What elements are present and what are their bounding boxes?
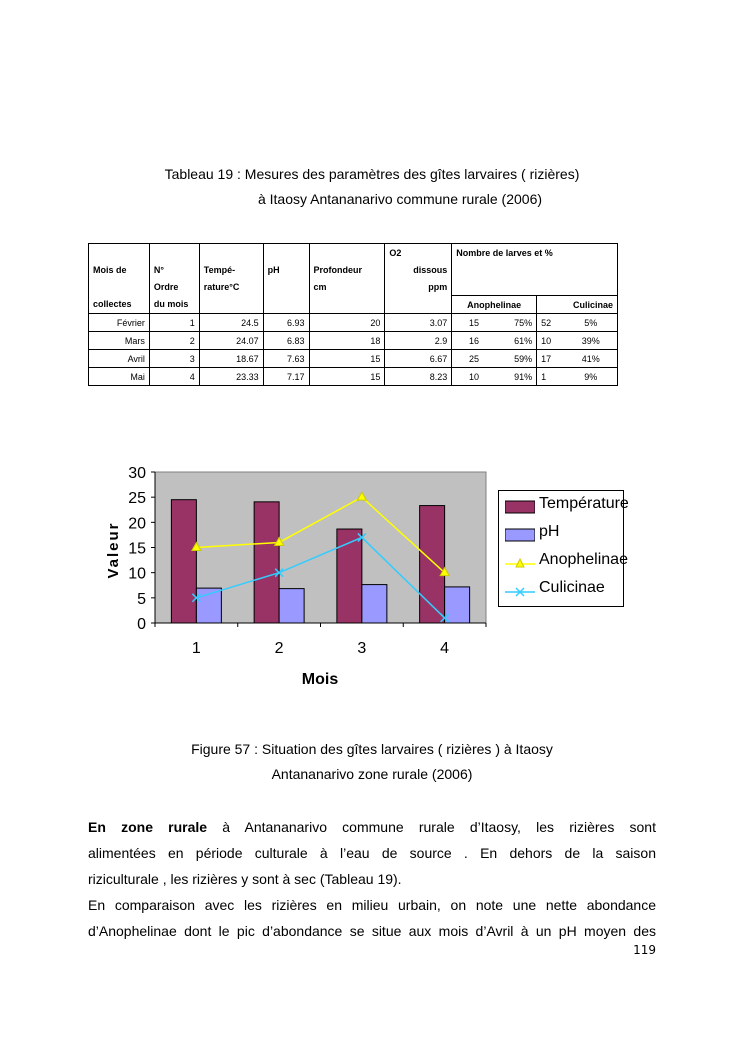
cell-temp: 24.5 (199, 314, 263, 332)
cell-culic-pct: 9% (565, 368, 618, 386)
cell-culic-pct: 39% (565, 332, 618, 350)
y-tick-label: 15 (128, 540, 146, 558)
cell-anoph-pct: 91% (496, 368, 537, 386)
legend-swatch-ph (505, 529, 535, 541)
header-cell (263, 278, 309, 296)
cell-anoph: 15 (452, 314, 496, 332)
header-temp2: rature°C (199, 278, 263, 296)
cell-mois: Mars (89, 332, 150, 350)
bar-ph (445, 587, 470, 623)
cell-o2: 2.9 (385, 332, 452, 350)
table-caption-line1: Tableau 19 : Mesures des paramètres des gîtes larvaires ( rizières) (164, 166, 580, 182)
cell-o2: 3.07 (385, 314, 452, 332)
header-cell (452, 278, 618, 296)
body-line-2: alimentées en période culturale à l’eau de source . En dehors de la saison (88, 845, 656, 861)
page-number: 119 (633, 943, 656, 957)
cell-prof: 20 (309, 314, 385, 332)
table-row (89, 332, 618, 350)
cell-ordre: 3 (149, 350, 199, 368)
cell-temp: 18.67 (199, 350, 263, 368)
body-line-1 (88, 814, 656, 840)
cell-o2: 8.23 (385, 368, 452, 386)
header-mois-de: Mois de (89, 261, 150, 278)
header-du-mois: du mois (149, 296, 199, 314)
bar-ph (362, 585, 387, 623)
cell-culic: 1 (537, 368, 565, 386)
y-tick-label: 10 (128, 565, 146, 583)
header-cell (149, 244, 199, 262)
header-cell (309, 296, 385, 314)
cell-culic: 10 (537, 332, 565, 350)
legend-label: Température (539, 495, 629, 512)
header-nombre: Nombre de larves et % (452, 244, 618, 262)
header-collectes: collectes (89, 296, 150, 314)
y-tick-label: 5 (137, 590, 146, 608)
cell-prof: 18 (309, 332, 385, 350)
cell-anoph: 10 (452, 368, 496, 386)
cell-anoph: 16 (452, 332, 496, 350)
x-tick-label: 3 (357, 640, 367, 657)
header-cell (89, 278, 150, 296)
bar-ph (279, 589, 304, 623)
cell-culic: 17 (537, 350, 565, 368)
figure-caption-line2: Antananarivo zone rurale (2006) (271, 766, 473, 782)
header-cell (263, 244, 309, 262)
header-cell (385, 296, 452, 314)
y-tick-label: 25 (128, 490, 146, 508)
legend-label: pH (539, 523, 560, 540)
cell-anoph-pct: 75% (496, 314, 537, 332)
cell-mois: Février (89, 314, 150, 332)
cell-o2: 6.67 (385, 350, 452, 368)
cell-mois: Avril (89, 350, 150, 368)
triangle-marker-icon (516, 559, 524, 567)
cell-anoph-pct: 61% (496, 332, 537, 350)
header-cell (263, 296, 309, 314)
header-ordre: Ordre (149, 278, 199, 296)
cell-ordre: 2 (149, 332, 199, 350)
header-cell (89, 244, 150, 262)
cell-ordre: 4 (149, 368, 199, 386)
body-line-5: d’Anophelinae dont le pic d’abondance se situe aux mois d’Avril à un pH moyen des (88, 923, 656, 939)
x-tick-label: 2 (274, 640, 284, 657)
cell-culic: 52 (537, 314, 565, 332)
cell-temp: 23.33 (199, 368, 263, 386)
header-cell (309, 244, 385, 262)
cell-ordre: 1 (149, 314, 199, 332)
bar-temprature (254, 502, 279, 623)
header-ppm: ppm (385, 278, 452, 296)
header-temp1: Tempé- (199, 261, 263, 278)
body-line-3: riziculturale , les rizières y sont à sec (Tableau 19). (88, 871, 402, 887)
figure-caption-line1: Figure 57 : Situation des gîtes larvaires ( rizières ) à Itaosy (191, 741, 553, 757)
cell-ph: 7.17 (263, 368, 309, 386)
data-table (88, 243, 618, 386)
header-ph: pH (263, 261, 309, 278)
header-cm: cm (309, 278, 385, 296)
cell-prof: 15 (309, 368, 385, 386)
cell-prof: 15 (309, 350, 385, 368)
header-culicinae: Culicinae (537, 296, 618, 314)
body-line-4: En comparaison avec les rizières en milieu urbain, on note une nette abondance (88, 897, 656, 913)
cell-anoph-pct: 59% (496, 350, 537, 368)
header-o2: O2 (385, 244, 452, 262)
body-line-1-rest: à Antananarivo commune rurale d’Itaosy, les rizières sont (207, 819, 656, 835)
cell-temp: 24.07 (199, 332, 263, 350)
y-tick-label: 30 (128, 465, 146, 482)
legend-label: Culicinae (539, 579, 605, 596)
header-dissous: dissous (385, 261, 452, 278)
y-tick-label: 0 (137, 616, 146, 633)
table-row (89, 350, 618, 368)
chart-legend (498, 490, 629, 607)
header-anophelinae: Anophelinae (452, 296, 537, 314)
y-axis-label: Valeur (105, 521, 122, 579)
bar-temprature (171, 500, 196, 623)
cell-ph: 6.83 (263, 332, 309, 350)
cell-culic-pct: 41% (565, 350, 618, 368)
cell-culic-pct: 5% (565, 314, 618, 332)
header-cell (199, 244, 263, 262)
header-num: N° (149, 261, 199, 278)
header-prof: Profondeur (309, 261, 385, 278)
lead-bold-text: En zone rurale (88, 819, 208, 835)
table-caption-line2: à Itaosy Antananarivo commune rurale (2006) (257, 191, 543, 207)
cell-anoph: 25 (452, 350, 496, 368)
y-tick-label: 20 (128, 515, 146, 533)
bar-line-chart (0, 455, 744, 705)
legend-swatch-temperature (505, 501, 535, 513)
cell-mois: Mai (89, 368, 150, 386)
table-row (89, 368, 618, 386)
cell-ph: 6.93 (263, 314, 309, 332)
x-tick-label: 4 (440, 640, 450, 657)
table-row (89, 314, 618, 332)
header-cell (199, 296, 263, 314)
header-cell (452, 261, 618, 278)
x-tick-label: 1 (191, 640, 201, 657)
x-axis-label: Mois (301, 671, 339, 688)
legend-label: Anophelinae (539, 551, 628, 568)
cell-ph: 7.63 (263, 350, 309, 368)
